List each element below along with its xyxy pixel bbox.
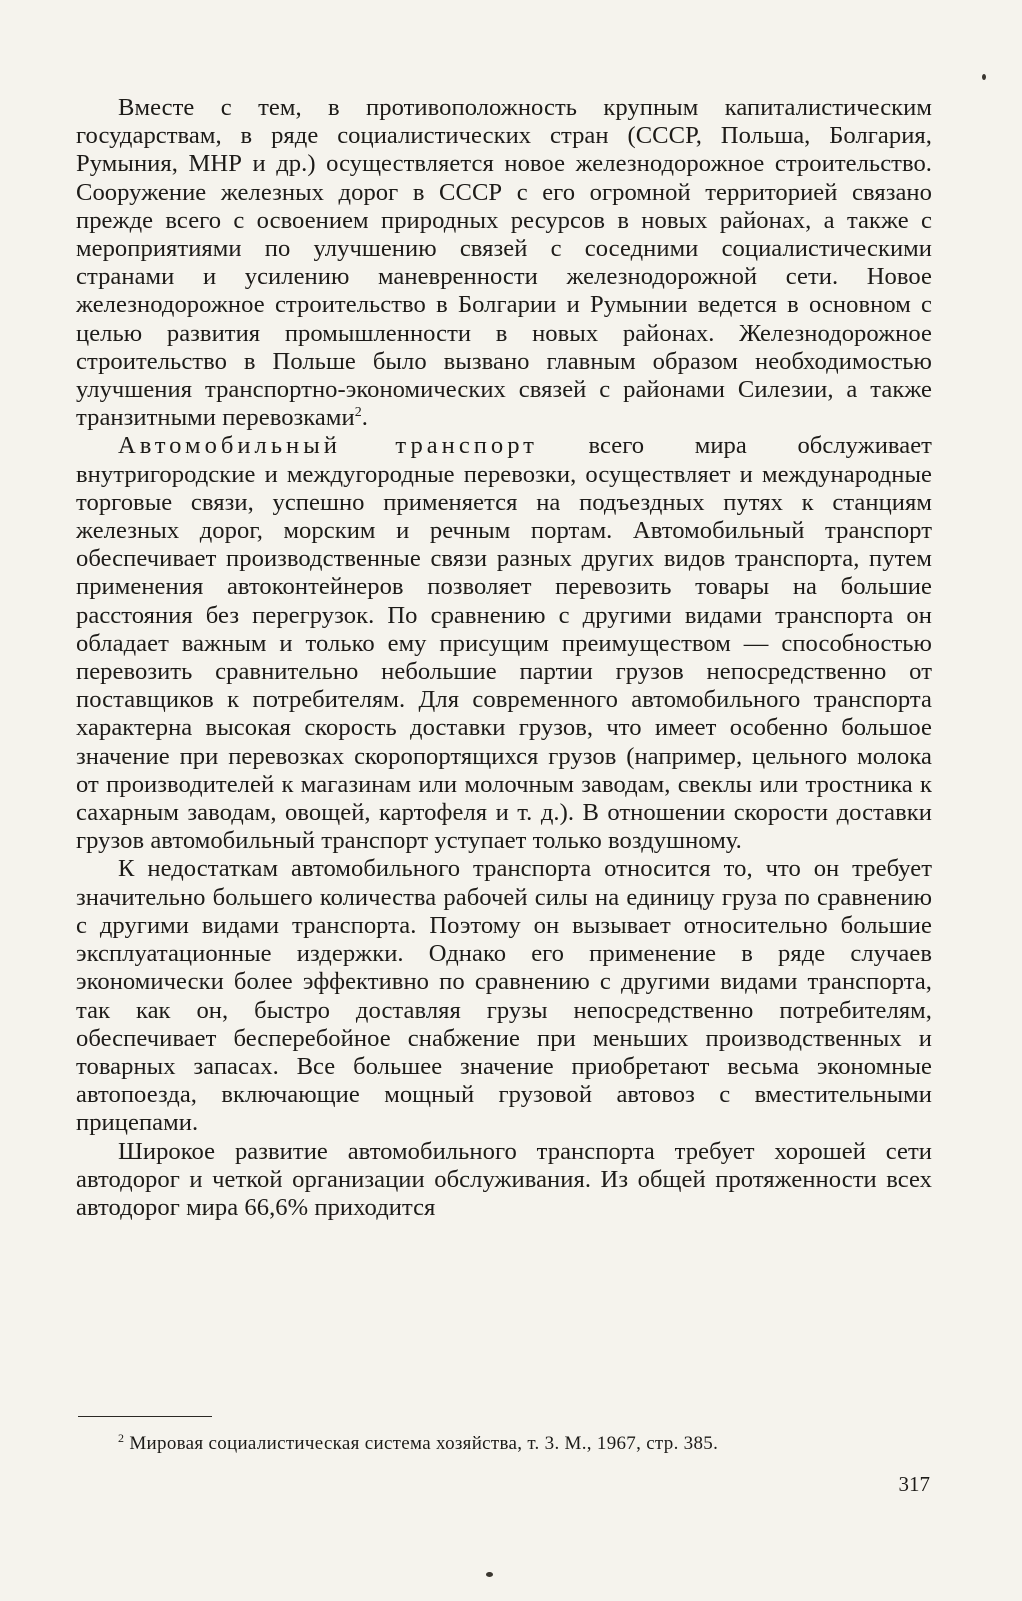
- footnote: [78, 1432, 934, 1456]
- body-text: [76, 94, 932, 1222]
- paragraph-2-text: всего мира обслуживает внутригородские и междугородные перевозки, осуществляет и международные торговые связи, успешно применяется на подъездных путях к станциям железных дорог, морским и речным портам. Автомобильный транспорт обеспечивает производственные связи разных других видов транспорта, путем применения автоконтейнеров позволяет перевозить товары на большие расстояния без перегрузок. По сравнению с другими видами транспорта он обладает важным и только ему присущим преимуществом — способностью перевозить сравнительно небольшие партии грузов непосредственно от поставщиков к потребителям. Для современного автомобильного транспорта характерна высокая скорость доставки грузов, что имеет особенно большое значение при перевозках скоропортящихся грузов (например, цельного молока от производителей к магазинам или молочным заводам, свеклы или тростника к сахарным заводам, овощей, картофеля и т. д.). В отношении скорости доставки грузов автомобильный транспорт уступает только воздушному.: [76, 432, 932, 855]
- footnote-text: Мировая социалистическая система хозяйства, т. 3. М., 1967, стр. 385.: [124, 1433, 719, 1454]
- paragraph-1-text: Вместе с тем, в противоположность крупным капиталистическим государствам, в ряде социалистических стран (СССР, Польша, Болгария, Румыния, МНР и др.) осуществляется новое железнодорожное строительство. Сооружение железных дорог в СССР с его огромной территорией связано прежде всего с освоением природных ресурсов в новых районах, а также с мероприятиями по улучшению связей с соседними социалистическими странами и усилению маневренности железнодорожной сети. Новое железнодорожное строительство в Болгарии и Румынии ведется в основном с целью развития промышленности в новых районах. Железнодорожное строительство в Польше было вызвано главным образом необходимостью улучшения транспортно-экономических связей с районами Силезии, а также транзитными перевозками: [76, 94, 932, 432]
- paragraph-4: Широкое развитие автомобильного транспорта требует хорошей сети автодорог и четкой организации обслуживания. Из общей протяженности всех автодорог мира 66,6% приходится: [76, 1137, 932, 1221]
- paragraph-1-end: .: [361, 404, 368, 432]
- page-number: 317: [898, 1472, 930, 1496]
- footnote-reference[interactable]: 2: [354, 405, 362, 421]
- footnote-marker: 2: [118, 1431, 125, 1445]
- paragraph-2: [76, 432, 932, 855]
- emphasized-term: Автомобильный транспорт: [118, 432, 538, 460]
- print-speck-bottom: [486, 1572, 493, 1577]
- paragraph-1: [76, 94, 932, 432]
- print-speck-top: [982, 74, 986, 80]
- paragraph-3: К недостаткам автомобильного транспорта относится то, что он требует значительно большего количества рабочей силы на единицу груза по сравнению с другими видами транспорта. Поэтому он вызывает относительно большие эксплуатационные издержки. Однако его применение в ряде случаев экономически более эффективно по сравнению с другими видами транспорта, так как он, быстро доставляя грузы непосредственно потребителям, обеспечивает бесперебойное снабжение при меньших производственных и товарных запасах. Все большее значение приобретают весьма экономные автопоезда, включающие мощный грузовой автовоз с вместительными прицепами.: [76, 855, 932, 1137]
- footnote-divider: [78, 1416, 212, 1417]
